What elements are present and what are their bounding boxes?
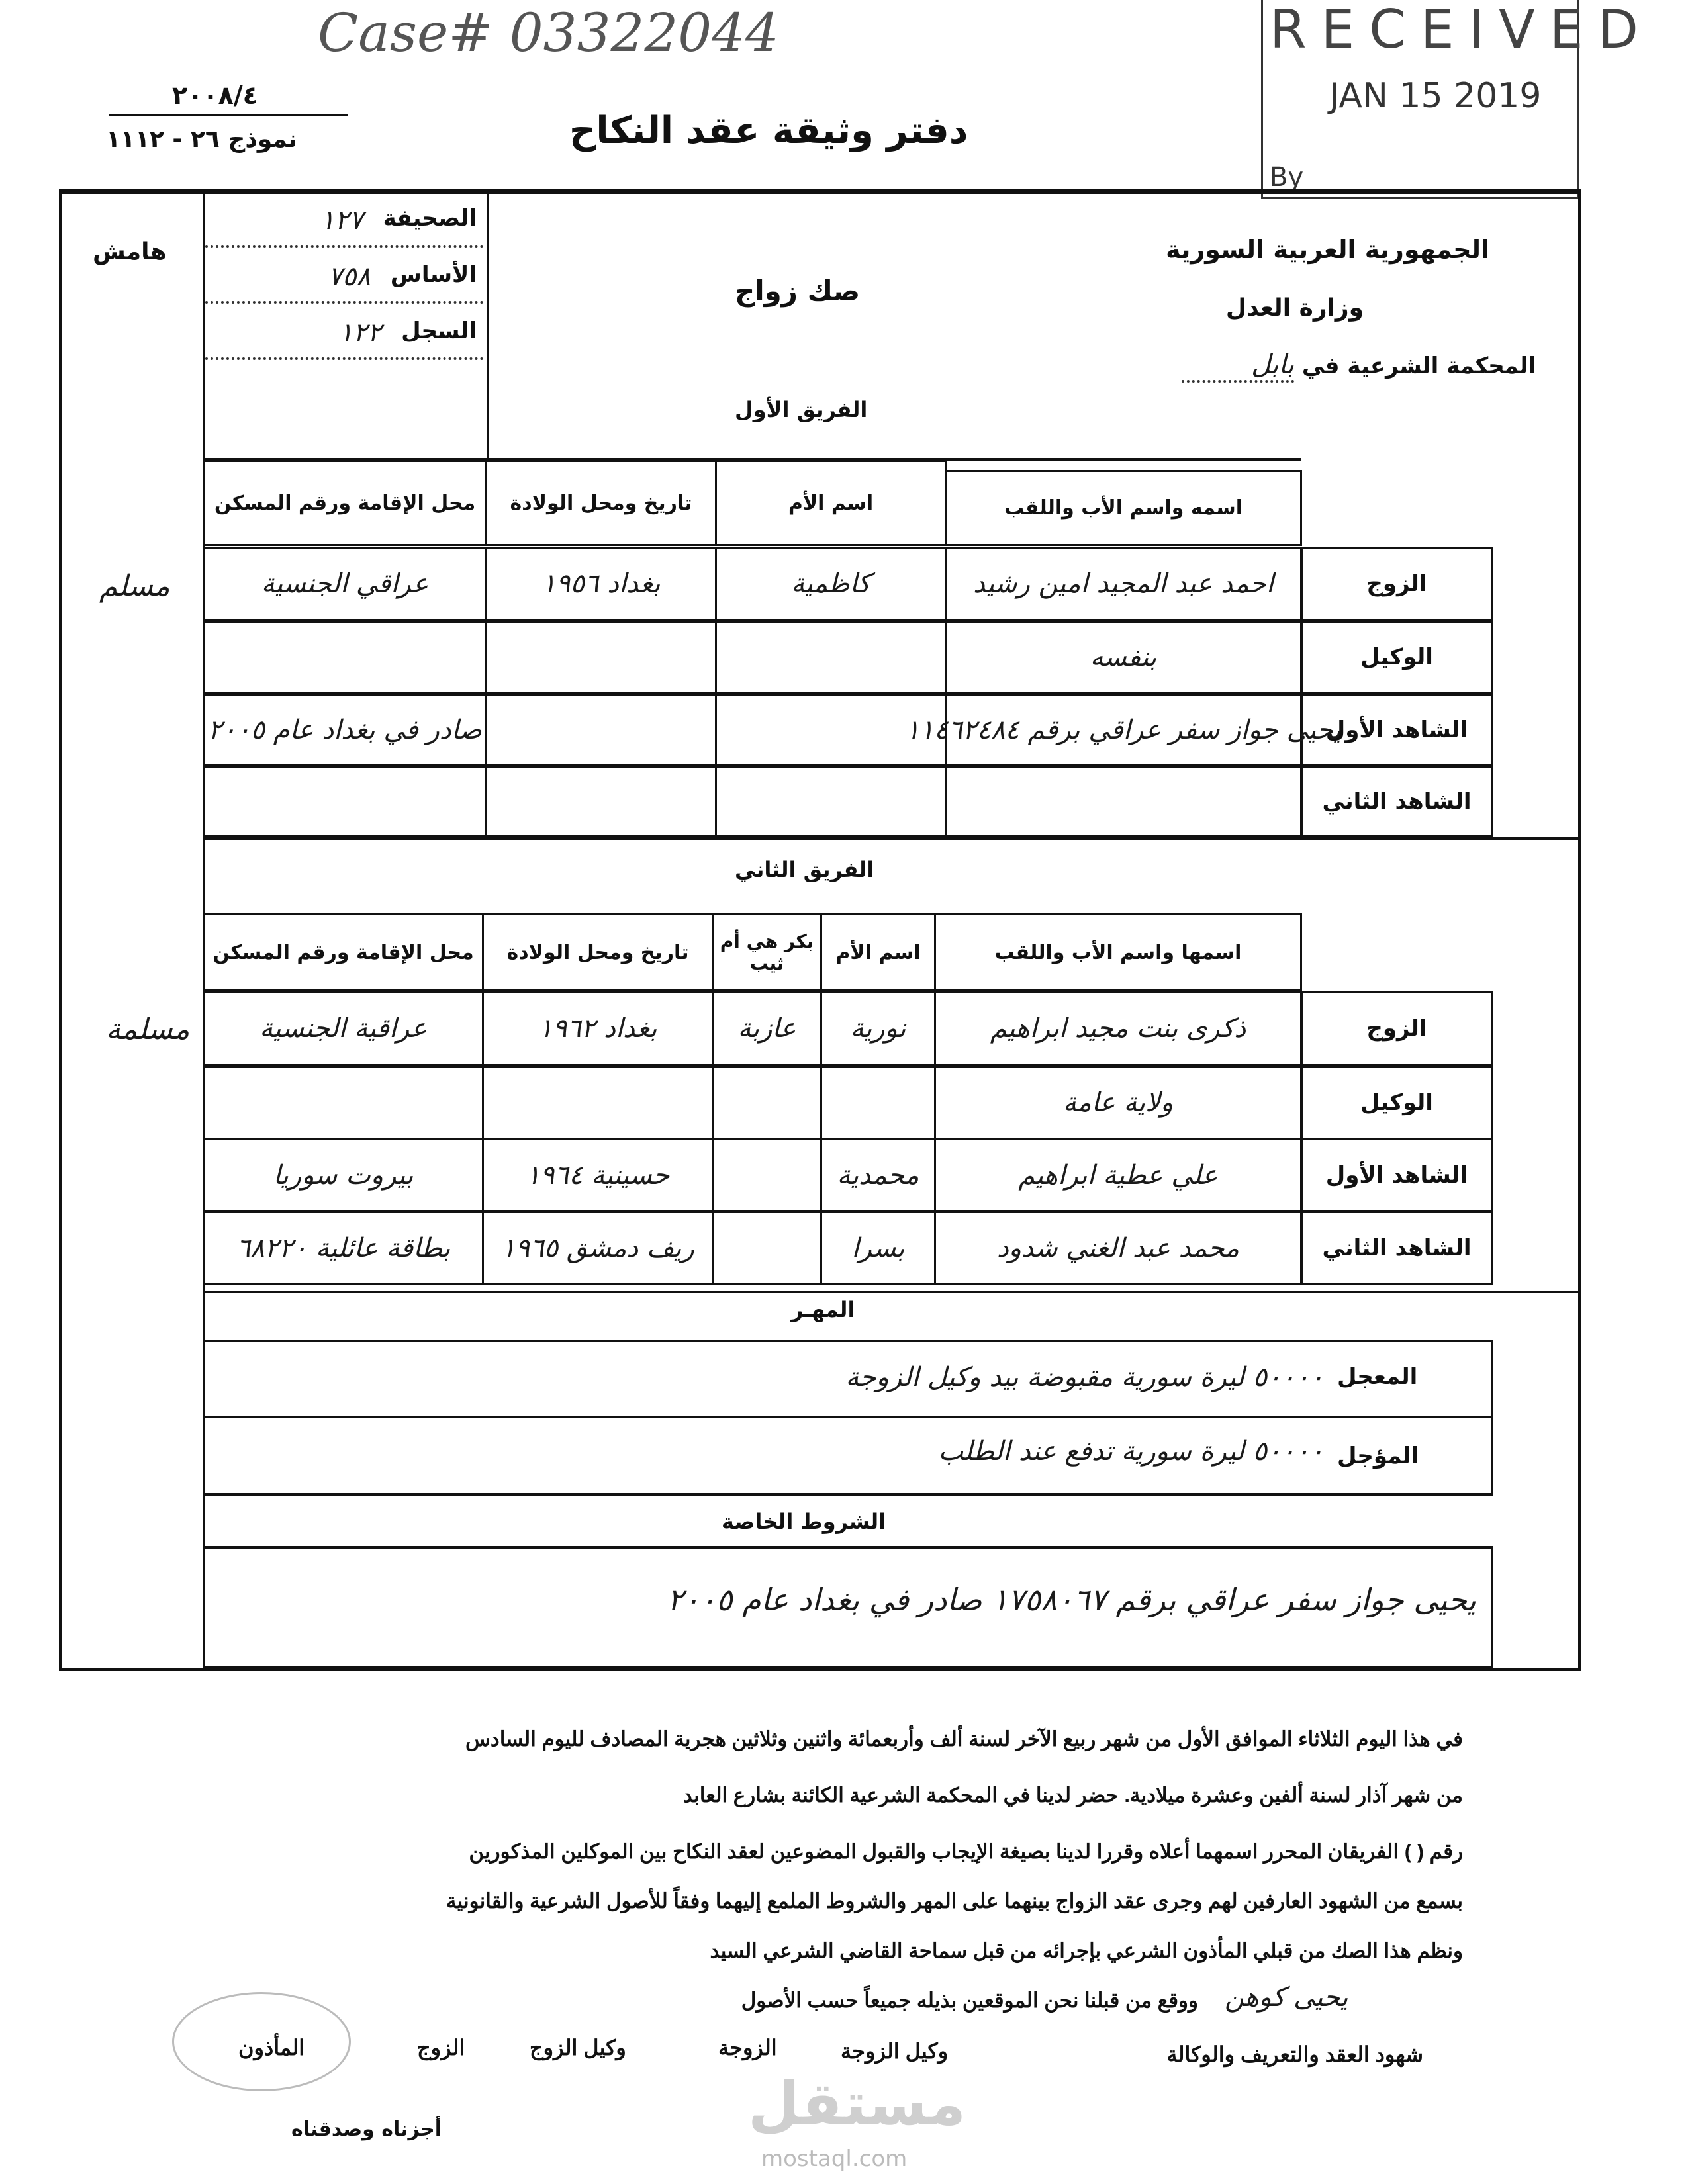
p2-row-name: ولاية عامة: [934, 1066, 1302, 1140]
p2-header-mother: اسم الأم: [820, 913, 936, 991]
p2-row-status: [712, 1211, 822, 1285]
sig-wife-agent: وكيل الزوجة: [841, 2039, 949, 2063]
dowry-advance-label: المعجل: [1337, 1363, 1418, 1390]
party2-title: الفريق الثاني: [735, 857, 874, 882]
p2-row-status: [712, 1138, 822, 1212]
court-label: المحكمة الشرعية في: [1301, 353, 1536, 379]
p2-row-birth: ريف دمشق ١٩٦٥: [482, 1211, 714, 1285]
p1-row-label: الشاهد الثاني: [1301, 766, 1493, 837]
p2-row-mother: نورية: [820, 991, 936, 1066]
form-date: ٢٠٠٨/٤: [172, 81, 258, 110]
p1-row-name: [945, 766, 1302, 837]
sig-officiant: المأذون: [238, 2036, 305, 2060]
body-line-3: رقم ( ) الفريقان المحرر اسمهما أعلاه وقررا لدينا بصيغة الإيجاب والقبول المضوعين لعقد النكاح بين الموكلين المذكورين: [469, 1840, 1463, 1863]
conditions-value: يحيى جواز سفر عراقي برقم ١٧٥٨٠٦٧ صادر في بغداد عام ٢٠٠٥: [667, 1582, 1476, 1617]
watermark-logo: مستقل: [748, 2070, 966, 2139]
p1-row-name: بنفسه: [945, 621, 1302, 694]
dowry-title: المهـر: [791, 1297, 855, 1322]
p1-row-residence: [203, 621, 487, 694]
p2-row-mother: [820, 1066, 936, 1140]
p2-margin-note: مسلمة: [106, 1013, 190, 1046]
p1-row-label: الزوج: [1301, 547, 1493, 621]
p2-row-label: الوكيل: [1301, 1066, 1493, 1140]
p2-row-label: الشاهد الثاني: [1301, 1211, 1493, 1285]
watermark-url: mostaql.com: [761, 2146, 908, 2172]
basis-value: ٧٥٨: [328, 261, 371, 292]
conditions-title: الشروط الخاصة: [722, 1509, 886, 1534]
p2-row-name: محمد عبد الغني شدود: [934, 1211, 1302, 1285]
body-line-1: في هذا اليوم الثلاثاء الموافق الأول من شهر ربيع الآخر لسنة ألف وأربعمائة واثنين وثلاثين هجرية المصادف لليوم السادس: [465, 1727, 1463, 1751]
p2-row-name: علي عطية ابراهيم: [934, 1138, 1302, 1212]
court-value: بابل: [1182, 349, 1294, 383]
p1-row-mother: [715, 694, 947, 766]
sig-husband: الزوج: [417, 2036, 465, 2060]
deed-title: صك زواج: [735, 275, 861, 307]
p1-row-label: الشاهد الأول: [1301, 694, 1493, 766]
p2-row-residence: بيروت سوريا: [203, 1138, 484, 1212]
p2-row-birth: بغداد ١٩٦٢: [482, 991, 714, 1066]
body-line-4: بسمع من الشهود العارفين لهم وجرى عقد الزواج بينهما على المهر والشروط الملمع إليهما وفقاً للأصول الشرعية والقانونية: [446, 1889, 1463, 1913]
p2-header-status: بكر هي أم ثيب: [712, 913, 822, 991]
body-line-5: ونظم هذا الصك من قبلي المأذون الشرعي بإجرائه من قبل سماحة القاضي الشرعي السيد: [710, 1939, 1463, 1962]
p2-row-residence: بطاقة عائلية ٦٨٢٢٠: [203, 1211, 484, 1285]
form-number: نموذج ٢٦ - ١١١٢: [106, 126, 298, 153]
stamp-date: JAN 15 2019: [1329, 76, 1542, 116]
p2-row-label: الشاهد الأول: [1301, 1138, 1493, 1212]
official-seal: [172, 1992, 351, 2091]
signer-name: يحيى كوهن: [1225, 1982, 1348, 2013]
sig-wife: الزوجة: [718, 2036, 777, 2060]
p1-header-mother: اسم الأم: [715, 460, 947, 546]
p1-row-name: يحيى جواز سفر عراقي برقم ١١٤٦٢٤٨٤: [945, 694, 1302, 766]
p1-row-residence: عراقي الجنسية: [203, 547, 487, 621]
stamp-text: RECEIVED: [1270, 0, 1654, 60]
p2-row-name: ذكرى بنت مجيد ابراهيم: [934, 991, 1302, 1066]
page-value: ١٢٧: [320, 205, 363, 236]
stamp-by: By: [1270, 162, 1304, 193]
document-title: دفتر وثيقة عقد النكاح: [569, 109, 968, 152]
p2-row-residence: [203, 1066, 484, 1140]
body-line-2: من شهر آذار لسنة ألفين وعشرة ميلادية. حضر لدينا في المحكمة الشرعية الكائنة بشارع العابد: [682, 1784, 1463, 1807]
party1-title: الفريق الأول: [735, 397, 868, 422]
p2-row-status: عازبة: [712, 991, 822, 1066]
body-line-6: ووقع من قبلنا نحن الموقعين بذيله جميعاً حسب الأصول: [741, 1989, 1198, 2012]
register-label: السجل: [401, 318, 477, 344]
sig-witnesses: شهود العقد والتعريف والوكالة: [1166, 2042, 1423, 2066]
p2-row-birth: [482, 1066, 714, 1140]
p1-row-mother: كاظمية: [715, 547, 947, 621]
p2-row-status: [712, 1066, 822, 1140]
p2-row-residence: عراقية الجنسية: [203, 991, 484, 1066]
page-label: الصحيفة: [383, 205, 477, 232]
p2-row-birth: حسينية ١٩٦٤: [482, 1138, 714, 1212]
p2-header-name: اسمها واسم الأب واللقب: [934, 913, 1302, 991]
p1-row-residence: صادر في بغداد عام ٢٠٠٥: [203, 694, 487, 766]
dowry-advance-value: ٥٠٠٠٠ ليرة سورية مقبوضة بيد وكيل الزوجة: [845, 1362, 1324, 1392]
margin-label: هامش: [93, 238, 167, 265]
p1-row-label: الوكيل: [1301, 621, 1493, 694]
p1-row-birth: [485, 766, 717, 837]
p1-row-birth: [485, 621, 717, 694]
ministry-name: وزارة العدل: [1225, 295, 1364, 322]
republic-name: الجمهورية العربية السورية: [1166, 235, 1489, 264]
sig-husband-agent: وكيل الزوج: [530, 2036, 626, 2060]
p1-margin-note: مسلم: [99, 569, 170, 603]
p2-header-birth: تاريخ ومحل الولادة: [482, 913, 714, 991]
p2-header-residence: محل الإقامة ورقم المسكن: [203, 913, 484, 991]
p1-header-birth: تاريخ ومحل الولادة: [485, 460, 717, 546]
p1-row-birth: بغداد ١٩٥٦: [485, 547, 717, 621]
p1-row-birth: [485, 694, 717, 766]
approval-text: أجزناه وصدقناه: [291, 2118, 442, 2141]
p1-header-residence: محل الإقامة ورقم المسكن: [203, 460, 487, 546]
p2-row-mother: محمدية: [820, 1138, 936, 1212]
received-stamp: [1261, 0, 1654, 199]
dowry-deferred-value: ٥٠٠٠٠ ليرة سورية تدفع عند الطلب: [938, 1436, 1324, 1467]
p1-row-mother: [715, 621, 947, 694]
register-value: ١٢٢: [338, 318, 382, 348]
p2-row-mother: بسرا: [820, 1211, 936, 1285]
p1-row-residence: [203, 766, 487, 837]
basis-label: الأساس: [390, 261, 477, 288]
p1-row-name: احمد عبد المجيد امين رشيد: [945, 547, 1302, 621]
p2-row-label: الزوج: [1301, 991, 1493, 1066]
p1-header-name: اسمه واسم الأب واللقب: [945, 470, 1302, 546]
dowry-deferred-label: المؤجل: [1337, 1443, 1419, 1469]
case-number: Case# 03322044: [318, 2, 779, 64]
p1-row-mother: [715, 766, 947, 837]
